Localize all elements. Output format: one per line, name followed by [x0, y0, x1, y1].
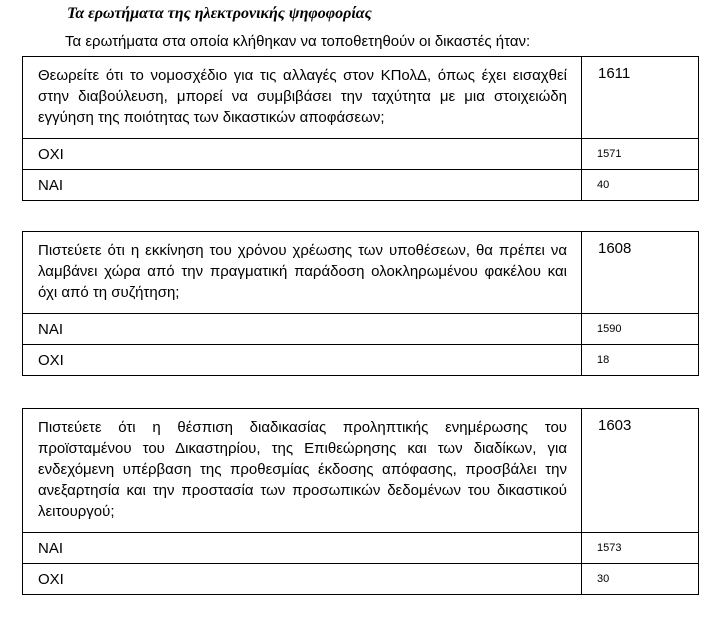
question-row: [23, 409, 699, 533]
answer-row: [23, 564, 699, 595]
answer-label: ΝΑΙ: [23, 533, 582, 564]
question-total: 1608: [582, 232, 699, 314]
answer-row: [23, 314, 699, 345]
question-row: [23, 57, 699, 139]
answer-count: 1573: [582, 533, 699, 564]
answer-label: ΟΧΙ: [23, 564, 582, 595]
question-table-3: [22, 408, 699, 595]
answer-row: [23, 533, 699, 564]
answer-label: ΟΧΙ: [23, 139, 582, 170]
intro-text: Τα ερωτήματα στα οποία κλήθηκαν να τοποθετηθούν οι δικαστές ήταν:: [65, 33, 531, 50]
answer-label: ΟΧΙ: [23, 345, 582, 376]
question-row: [23, 232, 699, 314]
question-total: 1611: [582, 57, 699, 139]
answer-count: 30: [582, 564, 699, 595]
answer-count: 40: [582, 170, 699, 201]
question-total: 1603: [582, 409, 699, 533]
answer-row: [23, 170, 699, 201]
answer-label: ΝΑΙ: [23, 314, 582, 345]
question-table-1: [22, 56, 699, 201]
question-text: Θεωρείτε ότι το νομοσχέδιο για τις αλλαγές στον ΚΠολΔ, όπως έχει εισαχθεί στην διαβούλευση, μπορεί να συμβιβάσει την ταχύτητα με μια στοιχειώδη εγγύηση της ποιότητας των δικαστικών αποφάσεων;: [23, 57, 582, 139]
answer-count: 1590: [582, 314, 699, 345]
document-heading: Τα ερωτήματα της ηλεκτρονικής ψηφοφορίας: [67, 5, 372, 22]
answer-row: [23, 345, 699, 376]
question-text: Πιστεύετε ότι η εκκίνηση του χρόνου χρέωσης των υποθέσεων, θα πρέπει να λαμβάνει χώρα από την πραγματική παράδοση ολοκληρωμένου φακέλου και όχι από τη συζήτηση;: [23, 232, 582, 314]
answer-count: 18: [582, 345, 699, 376]
answer-row: [23, 139, 699, 170]
question-table-2: [22, 231, 699, 376]
question-text: Πιστεύετε ότι η θέσπιση διαδικασίας προληπτικής ενημέρωσης του προϊσταμένου του Δικαστηρίου, της Επιθεώρησης και των διαδίκων, για ενδεχόμενη υπέρβαση της προθεσμίας έκδοσης απόφασης, προσβάλει την ανεξαρτησία και την προστασία των προσωπικών δεδομένων του δικαστικού λειτουργού;: [23, 409, 582, 533]
answer-label: ΝΑΙ: [23, 170, 582, 201]
answer-count: 1571: [582, 139, 699, 170]
